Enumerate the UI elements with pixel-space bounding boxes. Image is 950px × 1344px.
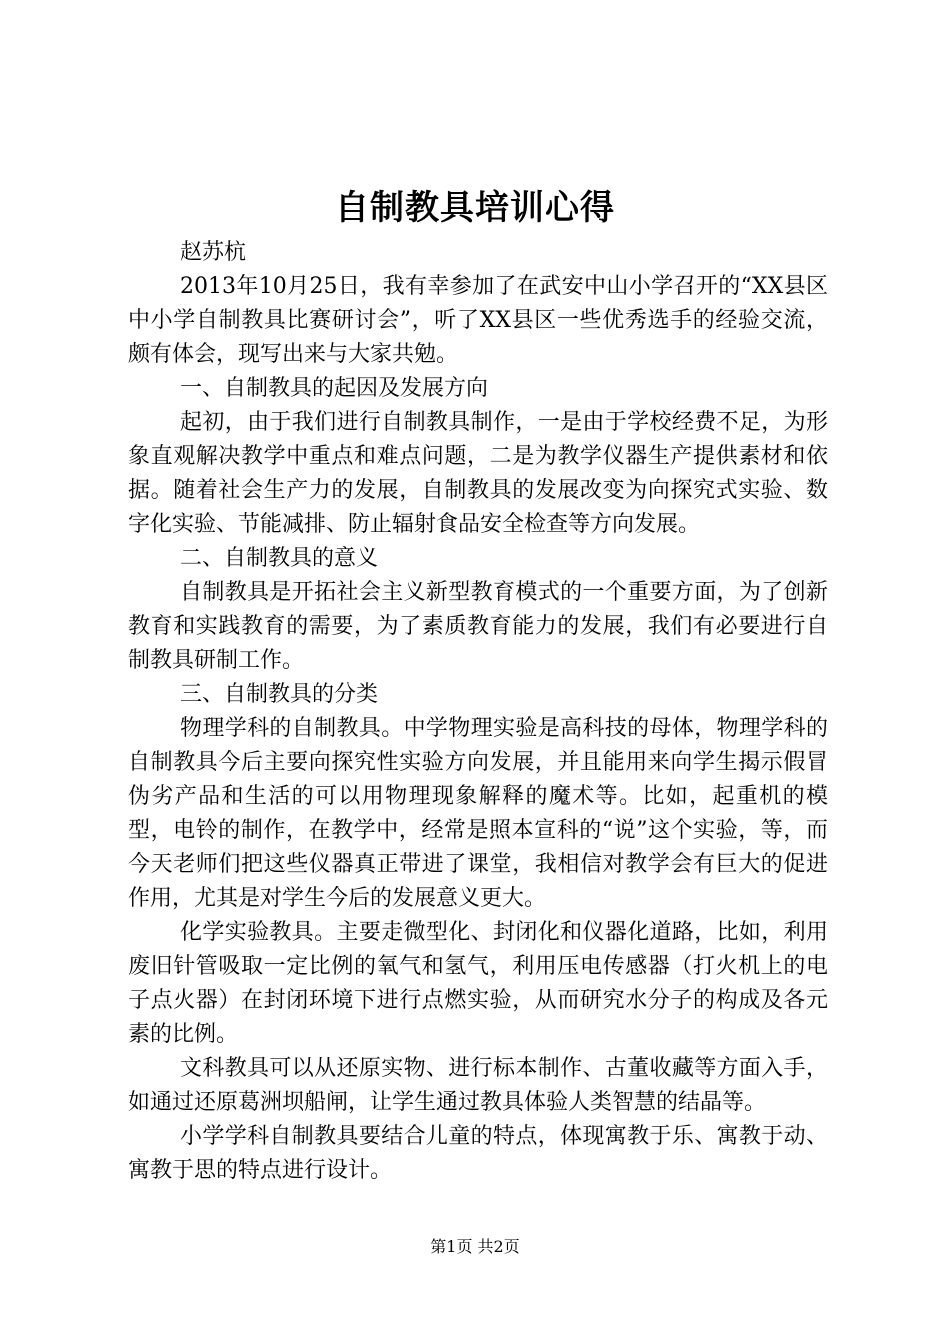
section-heading-1: 一、自制教具的起因及发展方向 (180, 376, 489, 401)
section-heading-2: 二、自制教具的意义 (180, 546, 379, 571)
paragraph-intro: 2013年10月25日，我有幸参加了在武安中山小学召开的“XX县区中小学自制教具比赛研讨会”，听了XX县区一些优秀选手的经验交流，颇有体会，现写出来与大家共勉。 (128, 274, 828, 367)
paragraph-meaning: 自制教具是开拓社会主义新型教育模式的一个重要方面，为了创新教育和实践教育的需要，为了素质教育能力的发展，我们有必要进行自制教具研制工作。 (128, 580, 828, 673)
document-body (128, 236, 828, 1188)
document-title: 自制教具培训心得 (335, 188, 615, 228)
paragraph-primary-school: 小学学科自制教具要结合儿童的特点，体现寓教于乐、寓教于动、寓教于思的特点进行设计。 (128, 1124, 828, 1183)
paragraph-chemistry: 化学实验教具。主要走微型化、封闭化和仪器化道路，比如，利用废旧针管吸取一定比例的氧气和氢气，利用压电传感器（打火机上的电子点火器）在封闭环境下进行点燃实验，从而研究水分子的构成及各元素的比例。 (128, 920, 828, 1047)
paragraph-liberal-arts: 文科教具可以从还原实物、进行标本制作、古董收藏等方面入手，如通过还原葛洲坝船闸，让学生通过教具体验人类智慧的结晶等。 (128, 1056, 828, 1115)
page-footer: 第1页 共2页 (430, 1237, 520, 1256)
section-heading-3: 三、自制教具的分类 (180, 682, 379, 707)
author-name: 赵苏杭 (180, 240, 247, 265)
paragraph-physics: 物理学科的自制教具。中学物理实验是高科技的母体，物理学科的自制教具今后主要向探究性实验方向发展，并且能用来向学生揭示假冒伪劣产品和生活的可以用物理现象解释的魔术等。比如，起重机的模型，电铃的制作，在教学中，经常是照本宣科的“说”这个实验，等，而今天老师们把这些仪器真正带进了课堂，我相信对教学会有巨大的促进作用，尤其是对学生今后的发展意义更大。 (128, 716, 828, 911)
paragraph-origin: 起初，由于我们进行自制教具制作，一是由于学校经费不足，为形象直观解决教学中重点和难点问题，二是为教学仪器生产提供素材和依据。随着社会生产力的发展，自制教具的发展改变为向探究式实验、数字化实验、节能减排、防止辐射食品安全检查等方向发展。 (128, 410, 828, 537)
